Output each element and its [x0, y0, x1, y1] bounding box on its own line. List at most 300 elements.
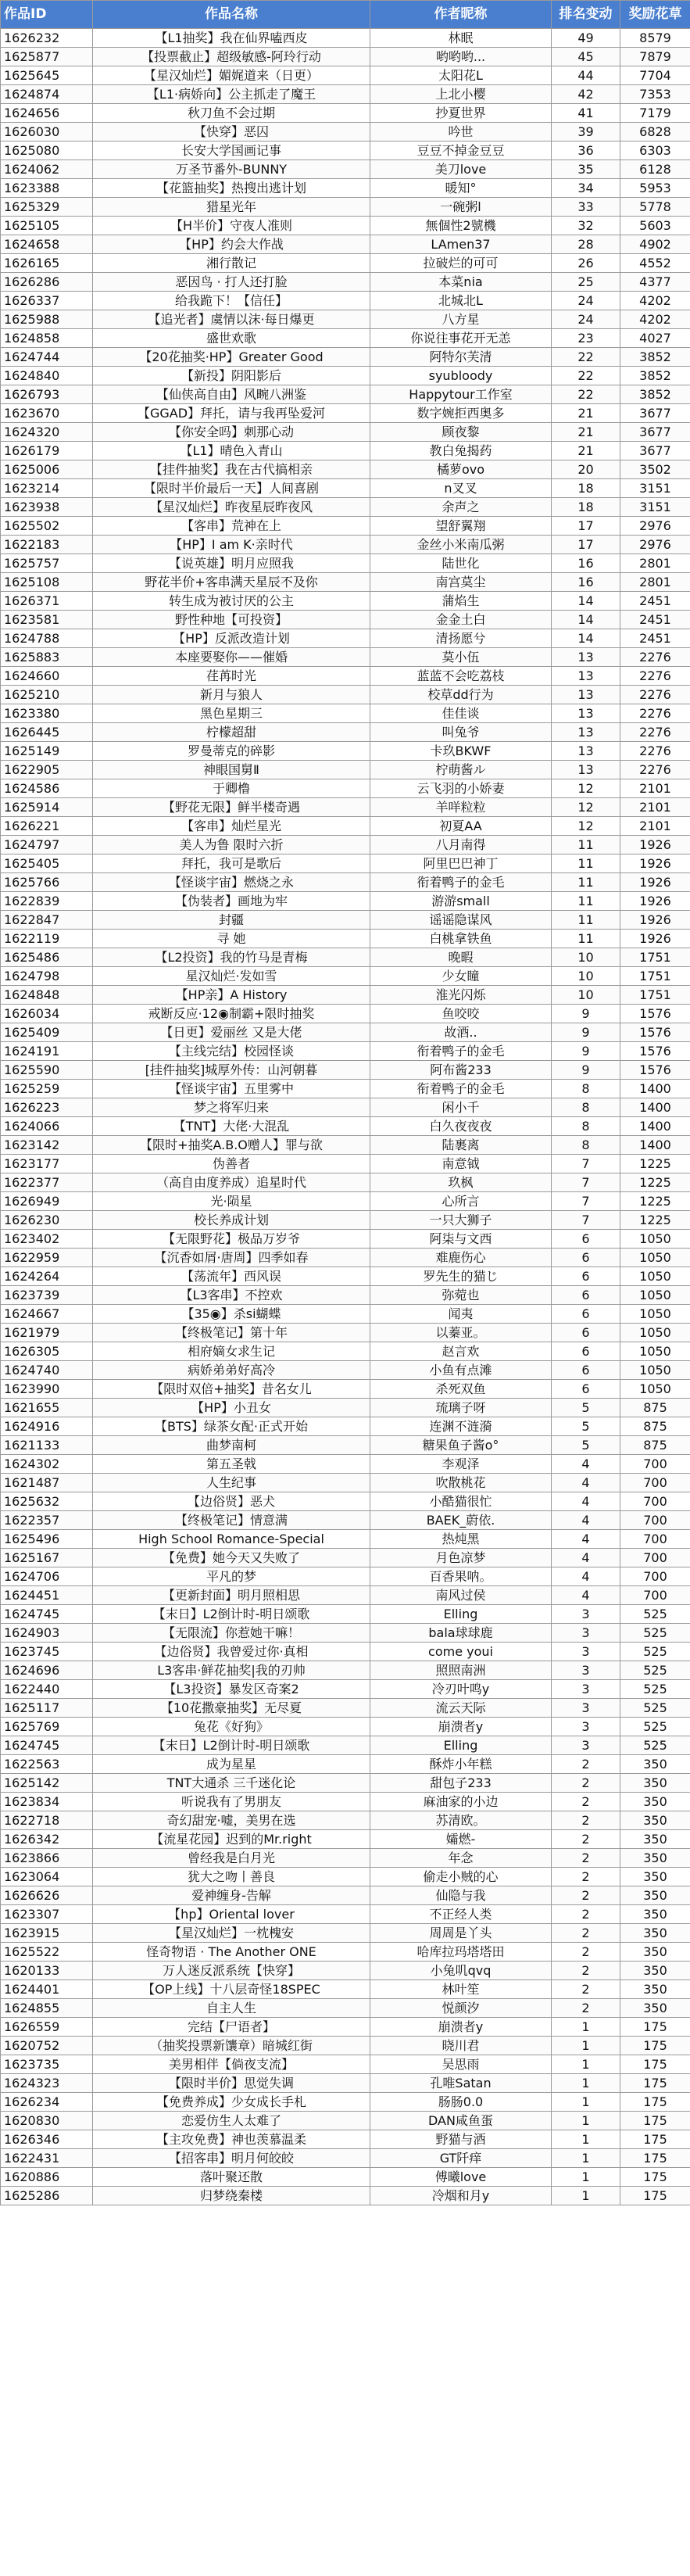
cell-work-title: 【怪谈宇宙】五里雾中 — [93, 1080, 370, 1098]
cell-reward: 700 — [620, 1586, 690, 1605]
cell-author: bala球球鹿 — [370, 1624, 552, 1643]
cell-work-title: 给我跪下！【信任】 — [93, 292, 370, 310]
cell-author: come youi — [370, 1643, 552, 1661]
cell-work-id: 1623670 — [1, 404, 93, 423]
cell-reward: 3677 — [620, 423, 690, 442]
cell-author: 林叶笙 — [370, 1980, 552, 1999]
cell-work-title: 犹大之吻丨善良 — [93, 1868, 370, 1886]
cell-work-title: 落叶聚还散 — [93, 2168, 370, 2187]
cell-work-id: 1626445 — [1, 723, 93, 742]
table-row — [1, 817, 690, 836]
cell-work-id: 1624858 — [1, 329, 93, 348]
cell-work-title: （抽奖投票新馕章）暗城红街 — [93, 2037, 370, 2055]
cell-work-title: 【免费】她今天又失败了 — [93, 1549, 370, 1567]
cell-rank-change: 11 — [552, 930, 620, 948]
cell-work-title: 兔花《好狗》 — [93, 1718, 370, 1736]
cell-author: 孀燃- — [370, 1830, 552, 1849]
cell-work-title: 长安大学国画记事 — [93, 142, 370, 160]
cell-author: 不正经人类 — [370, 1905, 552, 1924]
table-row — [1, 1399, 690, 1417]
cell-author: 难鹿伤心 — [370, 1249, 552, 1267]
cell-work-title: 【L3投资】暴发区奇案2 — [93, 1680, 370, 1699]
cell-work-title: 恋爱仿生人太难了 — [93, 2112, 370, 2130]
cell-work-title: 本座要娶你——催婚 — [93, 648, 370, 667]
cell-rank-change: 2 — [552, 1868, 620, 1886]
cell-rank-change: 4 — [552, 1549, 620, 1567]
cell-reward: 2976 — [620, 536, 690, 554]
cell-work-id: 1622431 — [1, 2149, 93, 2168]
cell-reward: 525 — [620, 1624, 690, 1643]
cell-reward: 3151 — [620, 498, 690, 517]
cell-work-id: 1624903 — [1, 1624, 93, 1643]
table-row — [1, 1567, 690, 1586]
cell-author: 八方星 — [370, 310, 552, 329]
cell-work-title: 【BTS】绿茶女配·正式开始 — [93, 1417, 370, 1436]
table-row — [1, 1023, 690, 1042]
cell-reward: 2101 — [620, 779, 690, 798]
cell-work-title: 星汉灿烂·发如雪 — [93, 967, 370, 986]
cell-work-id: 1625496 — [1, 1530, 93, 1549]
table-body — [1, 29, 690, 2205]
cell-reward: 700 — [620, 1567, 690, 1586]
cell-author: 谣谣隐谋风 — [370, 911, 552, 930]
cell-author: 柠萌酱ル — [370, 761, 552, 779]
cell-work-title: 【末日】L2倒计时-明日颂歌 — [93, 1605, 370, 1624]
cell-author: 晓川君 — [370, 2037, 552, 2055]
cell-reward: 1050 — [620, 1267, 690, 1286]
table-row — [1, 479, 690, 498]
cell-work-id: 1625632 — [1, 1492, 93, 1511]
cell-work-title: 【边俗贤】我曾爱过你·真相 — [93, 1643, 370, 1661]
cell-author: 羊咩粒粒 — [370, 798, 552, 817]
cell-reward: 3852 — [620, 385, 690, 404]
cell-rank-change: 21 — [552, 404, 620, 423]
cell-author: 余声之 — [370, 498, 552, 517]
cell-reward: 175 — [620, 2149, 690, 2168]
cell-rank-change: 13 — [552, 648, 620, 667]
cell-work-id: 1626234 — [1, 2093, 93, 2112]
cell-rank-change: 11 — [552, 836, 620, 854]
table-row — [1, 1042, 690, 1061]
cell-work-title: 猎星光年 — [93, 198, 370, 217]
cell-author: 照照南洲 — [370, 1661, 552, 1680]
table-row — [1, 1417, 690, 1436]
cell-author: GT阡痒 — [370, 2149, 552, 2168]
cell-work-title: 于卿橹 — [93, 779, 370, 798]
table-row — [1, 85, 690, 104]
table-row — [1, 1267, 690, 1286]
cell-reward: 1400 — [620, 1136, 690, 1155]
cell-work-id: 1625080 — [1, 142, 93, 160]
cell-work-title: 【说英雄】明月应照我 — [93, 554, 370, 573]
cell-reward: 2276 — [620, 723, 690, 742]
cell-work-title: 【终极笔记】情意满 — [93, 1511, 370, 1530]
table-row — [1, 29, 690, 48]
table-row — [1, 1361, 690, 1380]
table-row — [1, 2037, 690, 2055]
cell-rank-change: 1 — [552, 2112, 620, 2130]
cell-rank-change: 21 — [552, 423, 620, 442]
cell-author: 哟哟哟... — [370, 48, 552, 66]
cell-rank-change: 44 — [552, 66, 620, 85]
cell-reward: 1926 — [620, 873, 690, 892]
table-row — [1, 1849, 690, 1868]
cell-work-id: 1622183 — [1, 536, 93, 554]
cell-work-title: 万人迷反派系统【快穿】 — [93, 1962, 370, 1980]
cell-work-title: 【星汉灿烂】一枕槐安 — [93, 1924, 370, 1943]
cell-rank-change: 13 — [552, 742, 620, 761]
table-row — [1, 367, 690, 385]
cell-reward: 3502 — [620, 460, 690, 479]
cell-rank-change: 1 — [552, 2168, 620, 2187]
cell-rank-change: 2 — [552, 1793, 620, 1811]
table-row — [1, 1699, 690, 1718]
cell-work-id: 1625522 — [1, 1943, 93, 1962]
table-row — [1, 1811, 690, 1830]
cell-reward: 1050 — [620, 1380, 690, 1399]
table-row — [1, 911, 690, 930]
cell-work-title: 【星汉灿烂】昨夜星辰昨夜风 — [93, 498, 370, 517]
cell-work-title: 柠檬超甜 — [93, 723, 370, 742]
cell-rank-change: 12 — [552, 798, 620, 817]
cell-rank-change: 2 — [552, 1980, 620, 1999]
cell-reward: 2976 — [620, 517, 690, 536]
cell-reward: 350 — [620, 1868, 690, 1886]
cell-rank-change: 14 — [552, 611, 620, 629]
table-row — [1, 892, 690, 911]
cell-reward: 350 — [620, 1793, 690, 1811]
cell-work-id: 1626305 — [1, 1342, 93, 1361]
cell-work-title: 戒断反应·12◉制霸+限时抽奖 — [93, 1005, 370, 1023]
table-header — [1, 1, 690, 29]
cell-work-id: 1623214 — [1, 479, 93, 498]
cell-reward: 2101 — [620, 817, 690, 836]
cell-rank-change: 14 — [552, 592, 620, 611]
table-row — [1, 1492, 690, 1511]
cell-rank-change: 6 — [552, 1305, 620, 1324]
cell-work-title: 【流星花园】迟到的Mr.right — [93, 1830, 370, 1849]
cell-work-id: 1621979 — [1, 1324, 93, 1342]
cell-work-id: 1624696 — [1, 1661, 93, 1680]
cell-work-title: 【HP】约会大作战 — [93, 235, 370, 254]
cell-work-id: 1620133 — [1, 1962, 93, 1980]
table-row — [1, 48, 690, 66]
cell-reward: 1400 — [620, 1117, 690, 1136]
cell-author: 月色凉梦 — [370, 1549, 552, 1567]
cell-reward: 350 — [620, 1755, 690, 1774]
table-row — [1, 273, 690, 292]
cell-reward: 350 — [620, 1811, 690, 1830]
table-row — [1, 1886, 690, 1905]
cell-work-id: 1625988 — [1, 310, 93, 329]
cell-work-title: 【10花撒豪抽奖】无尽夏 — [93, 1699, 370, 1718]
cell-work-title: 秋刀鱼不会过期 — [93, 104, 370, 123]
table-row — [1, 836, 690, 854]
cell-reward: 175 — [620, 2130, 690, 2149]
cell-reward: 525 — [620, 1661, 690, 1680]
cell-work-title: 人生纪事 — [93, 1474, 370, 1492]
cell-work-title: 【边俗贤】恶犬 — [93, 1492, 370, 1511]
cell-work-title: 荏苒时光 — [93, 667, 370, 686]
cell-work-title: 【GGAD】拜托，请与我再坠爱河 — [93, 404, 370, 423]
cell-work-title: 【hp】Oriental lover — [93, 1905, 370, 1924]
cell-work-id: 1622905 — [1, 761, 93, 779]
cell-rank-change: 6 — [552, 1286, 620, 1305]
cell-reward: 5778 — [620, 198, 690, 217]
cell-reward: 175 — [620, 2037, 690, 2055]
cell-work-id: 1622377 — [1, 1173, 93, 1192]
table-row — [1, 142, 690, 160]
cell-author: 云飞羽的小娇妻 — [370, 779, 552, 798]
cell-reward: 7353 — [620, 85, 690, 104]
cell-author: 偷走小贼的心 — [370, 1868, 552, 1886]
cell-author: 美刀love — [370, 160, 552, 179]
table-row — [1, 123, 690, 142]
cell-author: 以蓁亚。 — [370, 1324, 552, 1342]
table-row — [1, 1774, 690, 1793]
cell-work-id: 1626346 — [1, 2130, 93, 2149]
cell-work-id: 1624320 — [1, 423, 93, 442]
cell-work-id: 1624302 — [1, 1455, 93, 1474]
table-row — [1, 1736, 690, 1755]
cell-work-title: 黑色星期三 — [93, 704, 370, 723]
cell-work-title: 【HP】I am K·亲时代 — [93, 536, 370, 554]
cell-author: 一只大狮子 — [370, 1211, 552, 1230]
cell-rank-change: 4 — [552, 1492, 620, 1511]
cell-rank-change: 22 — [552, 385, 620, 404]
cell-work-id: 1625883 — [1, 648, 93, 667]
table-row — [1, 1474, 690, 1492]
cell-work-id: 1623834 — [1, 1793, 93, 1811]
cell-reward: 1050 — [620, 1249, 690, 1267]
cell-author: 卡玖BKWF — [370, 742, 552, 761]
cell-work-title: 第五圣戟 — [93, 1455, 370, 1474]
cell-author: 仙隐与我 — [370, 1886, 552, 1905]
cell-work-title: 【限时半价最后一天】人间喜剧 — [93, 479, 370, 498]
table-row — [1, 1605, 690, 1624]
cell-rank-change: 1 — [552, 2055, 620, 2074]
cell-reward: 1225 — [620, 1211, 690, 1230]
cell-author: 陆裹离 — [370, 1136, 552, 1155]
cell-author: 琉璃子呀 — [370, 1399, 552, 1417]
cell-author: 抄夏世界 — [370, 104, 552, 123]
cell-reward: 1050 — [620, 1230, 690, 1249]
cell-author: 本菜nia — [370, 273, 552, 292]
cell-work-title: 曲梦南柯 — [93, 1436, 370, 1455]
table-row — [1, 423, 690, 442]
cell-reward: 525 — [620, 1699, 690, 1718]
cell-work-id: 1623915 — [1, 1924, 93, 1943]
cell-author: 热炖黑 — [370, 1530, 552, 1549]
cell-reward: 2101 — [620, 798, 690, 817]
cell-work-title: 【HP】小丑女 — [93, 1399, 370, 1417]
cell-work-id: 1620830 — [1, 2112, 93, 2130]
cell-author: 北城北L — [370, 292, 552, 310]
table-row — [1, 1530, 690, 1549]
cell-work-id: 1626793 — [1, 385, 93, 404]
table-row — [1, 2149, 690, 2168]
cell-author: 蒲焰生 — [370, 592, 552, 611]
cell-work-title: 听说我有了男朋友 — [93, 1793, 370, 1811]
cell-work-title: 【L1】晴色入青山 — [93, 442, 370, 460]
cell-rank-change: 2 — [552, 1924, 620, 1943]
table-row — [1, 348, 690, 367]
cell-work-id: 1626559 — [1, 2018, 93, 2037]
cell-rank-change: 24 — [552, 292, 620, 310]
cell-reward: 2276 — [620, 686, 690, 704]
cell-work-id: 1623745 — [1, 1643, 93, 1661]
cell-work-id: 1626030 — [1, 123, 93, 142]
cell-work-id: 1626286 — [1, 273, 93, 292]
cell-work-id: 1625329 — [1, 198, 93, 217]
cell-rank-change: 2 — [552, 1774, 620, 1793]
cell-work-id: 1624797 — [1, 836, 93, 854]
cell-work-title: 【HP】反派改造计划 — [93, 629, 370, 648]
cell-work-id: 1623866 — [1, 1849, 93, 1868]
cell-rank-change: 3 — [552, 1699, 620, 1718]
cell-rank-change: 2 — [552, 1962, 620, 1980]
cell-rank-change: 5 — [552, 1436, 620, 1455]
table-row — [1, 1173, 690, 1192]
table-row — [1, 1005, 690, 1023]
cell-author: 叫兔爷 — [370, 723, 552, 742]
cell-author: 莫小伍 — [370, 648, 552, 667]
cell-reward: 350 — [620, 1849, 690, 1868]
cell-work-title: TNT大通杀 三千迷化论 — [93, 1774, 370, 1793]
cell-reward: 1926 — [620, 892, 690, 911]
cell-author: 南宫莫尘 — [370, 573, 552, 592]
cell-work-title: 【荡流年】西风误 — [93, 1267, 370, 1286]
cell-work-id: 1624874 — [1, 85, 93, 104]
header-reward: 奖励花草 — [620, 1, 690, 29]
cell-work-id: 1622847 — [1, 911, 93, 930]
cell-work-id: 1625590 — [1, 1061, 93, 1080]
cell-work-title: 【客串】荒神在上 — [93, 517, 370, 536]
cell-rank-change: 21 — [552, 442, 620, 460]
table-row — [1, 1230, 690, 1249]
cell-rank-change: 2 — [552, 1830, 620, 1849]
cell-rank-change: 10 — [552, 986, 620, 1005]
cell-author: 苏清欧。 — [370, 1811, 552, 1830]
cell-author: 金丝小米南瓜粥 — [370, 536, 552, 554]
cell-rank-change: 1 — [552, 2149, 620, 2168]
header-work-id: 作品ID — [1, 1, 93, 29]
cell-rank-change: 2 — [552, 1886, 620, 1905]
table-row — [1, 2168, 690, 2187]
cell-author: 蓝蓝不会吃荔枝 — [370, 667, 552, 686]
cell-rank-change: 13 — [552, 686, 620, 704]
table-row — [1, 1342, 690, 1361]
cell-author: syubloody — [370, 367, 552, 385]
table-row — [1, 517, 690, 536]
cell-work-title: 【H半价】守夜人准则 — [93, 217, 370, 235]
cell-work-id: 1625645 — [1, 66, 93, 85]
cell-reward: 350 — [620, 1980, 690, 1999]
cell-author: 暖知° — [370, 179, 552, 198]
cell-author: 弥菀也 — [370, 1286, 552, 1305]
cell-work-id: 1626223 — [1, 1098, 93, 1117]
cell-work-title: 【仙侠高自由】风畹八洲鉴 — [93, 385, 370, 404]
cell-rank-change: 4 — [552, 1567, 620, 1586]
cell-work-id: 1625006 — [1, 460, 93, 479]
cell-author: 清扬愿兮 — [370, 629, 552, 648]
table-row — [1, 2093, 690, 2112]
cell-work-title: 【无限野花】极品万岁爷 — [93, 1230, 370, 1249]
table-row — [1, 217, 690, 235]
cell-author: 衔着鸭子的金毛 — [370, 873, 552, 892]
cell-author: 悦颜汐 — [370, 1999, 552, 2018]
cell-rank-change: 36 — [552, 142, 620, 160]
cell-rank-change: 39 — [552, 123, 620, 142]
cell-author: 小兔叽qvq — [370, 1962, 552, 1980]
cell-work-title: 【日更】爱丽丝 又是大佬 — [93, 1023, 370, 1042]
cell-work-id: 1624745 — [1, 1605, 93, 1624]
cell-work-id: 1621655 — [1, 1399, 93, 1417]
cell-rank-change: 20 — [552, 460, 620, 479]
cell-work-title: 【无限流】你惹她干嘛！ — [93, 1624, 370, 1643]
cell-rank-change: 7 — [552, 1211, 620, 1230]
cell-work-id: 1624788 — [1, 629, 93, 648]
cell-rank-change: 6 — [552, 1249, 620, 1267]
table-row — [1, 967, 690, 986]
table-row — [1, 1943, 690, 1962]
cell-author: 小酷猫很忙 — [370, 1492, 552, 1511]
table-row — [1, 442, 690, 460]
cell-work-title: 封疆 — [93, 911, 370, 930]
cell-author: 玖枫 — [370, 1173, 552, 1192]
cell-work-title: 新月与狼人 — [93, 686, 370, 704]
table-row — [1, 179, 690, 198]
table-row — [1, 1718, 690, 1736]
cell-reward: 1751 — [620, 986, 690, 1005]
cell-work-id: 1626034 — [1, 1005, 93, 1023]
cell-rank-change: 8 — [552, 1117, 620, 1136]
cell-work-id: 1623380 — [1, 704, 93, 723]
cell-rank-change: 9 — [552, 1005, 620, 1023]
cell-rank-change: 1 — [552, 2130, 620, 2149]
cell-work-id: 1625108 — [1, 573, 93, 592]
cell-reward: 175 — [620, 2112, 690, 2130]
cell-author: Elling — [370, 1605, 552, 1624]
cell-author: 故酒.. — [370, 1023, 552, 1042]
cell-author: 拉破烂的可可 — [370, 254, 552, 273]
cell-rank-change: 24 — [552, 310, 620, 329]
cell-reward: 2276 — [620, 704, 690, 723]
cell-reward: 875 — [620, 1399, 690, 1417]
cell-reward: 175 — [620, 2187, 690, 2205]
cell-author: 崩溃者y — [370, 2018, 552, 2037]
cell-author: 野猫与酒 — [370, 2130, 552, 2149]
cell-work-id: 1623402 — [1, 1230, 93, 1249]
cell-reward: 350 — [620, 1943, 690, 1962]
cell-reward: 4202 — [620, 310, 690, 329]
table-row — [1, 310, 690, 329]
cell-work-title: 怪奇物语 · The Another ONE — [93, 1943, 370, 1962]
cell-reward: 2451 — [620, 592, 690, 611]
cell-work-title: 湘行散记 — [93, 254, 370, 273]
table-row — [1, 1680, 690, 1699]
cell-rank-change: 6 — [552, 1267, 620, 1286]
cell-rank-change: 12 — [552, 779, 620, 798]
cell-reward: 1576 — [620, 1061, 690, 1080]
cell-work-id: 1625142 — [1, 1774, 93, 1793]
cell-author: DAN咸鱼蛋 — [370, 2112, 552, 2130]
cell-reward: 3852 — [620, 348, 690, 367]
cell-work-id: 1623142 — [1, 1136, 93, 1155]
cell-work-id: 1624264 — [1, 1267, 93, 1286]
table-row — [1, 460, 690, 479]
cell-work-id: 1624451 — [1, 1586, 93, 1605]
